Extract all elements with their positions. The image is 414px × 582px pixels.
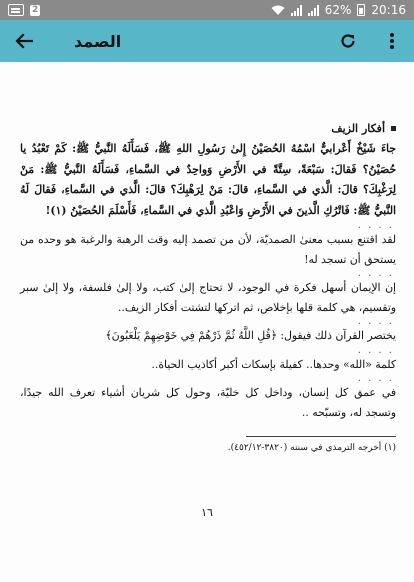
paragraph-4: كلمة «الله» وحدها.. كفيلة بإسكات أكبر أكاذيب الحياة.. — [151, 357, 396, 371]
paragraph-2: إن الإيمان أسهل فكرة في الوجود، لا تحتاج إلىٰ كتب، ولا إلىٰ فلسفة، ولا إلىٰ سبر وتقسيم، هي كلمة قلها بإخلاص، ثم اتركها لتشتت أفكار الزيف.. — [20, 281, 396, 314]
separator: . . . . — [357, 344, 394, 356]
app-bar — [0, 20, 414, 62]
refresh-button[interactable] — [326, 20, 370, 62]
signal-icon — [291, 5, 302, 16]
more-vert-icon — [389, 32, 395, 50]
separator: . . . . — [357, 373, 394, 384]
more-options-button[interactable] — [370, 20, 414, 62]
document-page[interactable] — [0, 62, 414, 582]
wifi-icon — [271, 5, 285, 16]
status-left — [8, 4, 40, 16]
page-number: ١٦ — [201, 506, 213, 519]
battery-percent: 62% — [324, 3, 352, 17]
paragraph-1: لقد اقتنع بسبب معنىٰ الصمديّة، لأن من تصمد إليه وقت الرهبة والرغبة هو وحده من يستحق أن تسجد له! — [20, 233, 396, 266]
section-title-text: أفكار الزيف — [331, 122, 385, 135]
signal-icon-2 — [308, 5, 319, 16]
footnote-divider — [246, 436, 396, 437]
status-right — [271, 3, 406, 17]
arrow-back-icon — [15, 33, 33, 49]
refresh-icon — [339, 32, 357, 50]
back-button[interactable] — [0, 20, 48, 62]
status-bar — [0, 0, 414, 20]
notification-icon — [8, 4, 24, 16]
bullet-square-icon — [391, 126, 396, 131]
paragraph-3: يختصر القرآن ذلك فيقول: ﴿قُلِ اللَّهُ ثُمَّ ذَرْهُمْ فِي خَوْضِهِمْ يَلْعَبُونَ﴾ — [105, 329, 396, 342]
battery-icon — [357, 4, 365, 16]
app-title: الصمد — [74, 31, 122, 51]
notification-badge: 2 — [32, 4, 39, 15]
section-title — [20, 122, 396, 135]
separator: . . . . — [357, 268, 394, 279]
separator: . . . . — [357, 316, 394, 327]
page-content — [20, 122, 396, 455]
paragraph-5: في عمق كل إنسان، وداخل كل خليّة، وحول كل شريان أشياء تعرف الله جيدًا، وتسجد له، وتسبّحه .. — [20, 386, 396, 419]
separator: . . . . — [357, 220, 394, 231]
hadith-paragraph: جاءَ شَيْخٌ أَعْرابيٌّ اسْمُهُ الحُصَيْنُ إِلىٰ رَسُولِ اللهِ ﷺ، فَسَأَلَهُ النَّبيُّ ﷺ: كَمْ تَعْبُدُ يا حُصَيْنُ؟ فَقالَ: سَبْعَةً، سِتَّةً في الأَرْضِ وَواحِدٌ في السَّماءِ، فَسَأَلَهُ النَّبيُّ ﷺ: مَنْ لِرَغْبِكَ؟ قالَ: الَّذي في السَّماءِ، قالَ: مَنْ لِرَهْبِكَ؟ قالَ: الَّذي في السَّماءِ، فَقالَ لَهُ النَّبيُّ ﷺ: فَاتْرُكِ الَّذينَ في الأَرْضِ وَاعْبُدِ الَّذي في السَّماءِ، فَأَسْلَمَ الحُصَيْنُ (١)! — [20, 142, 396, 217]
clock: 20:16 — [371, 3, 406, 17]
footnote: (١) أخرجه الترمذي في سننه (٣٨٢٠-٤٥٢/١٢). — [227, 443, 396, 453]
